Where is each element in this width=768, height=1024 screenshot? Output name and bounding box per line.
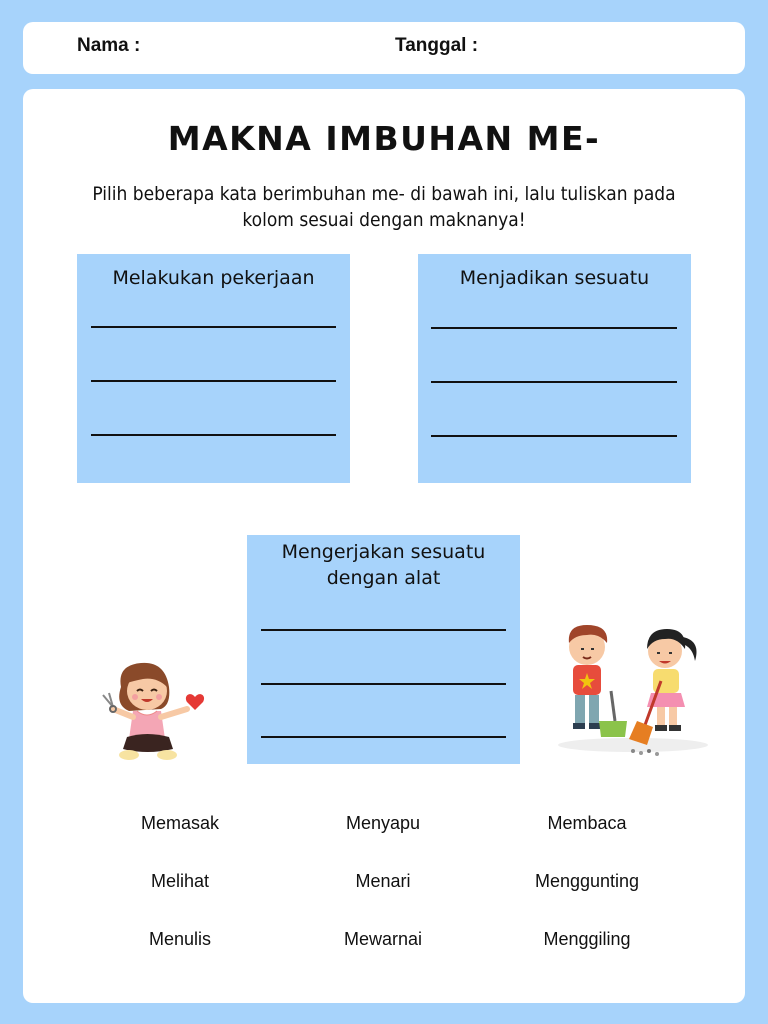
- answer-line[interactable]: [261, 683, 506, 685]
- name-label: Nama :: [77, 35, 141, 56]
- answer-line[interactable]: [431, 435, 677, 437]
- category-box-mengerjakan: [247, 535, 520, 764]
- word-item: Memasak: [140, 813, 220, 833]
- kids-sweeping-illustration: [553, 621, 718, 771]
- word-item: Menulis: [148, 929, 212, 949]
- worksheet-card: [23, 89, 745, 1003]
- girl-with-scissors-illustration: [99, 657, 215, 767]
- answer-line[interactable]: [91, 380, 336, 382]
- category-title: Melakukan pekerjaan: [112, 267, 315, 289]
- answer-line[interactable]: [91, 326, 336, 328]
- word-item: Mewarnai: [343, 929, 423, 949]
- answer-line[interactable]: [261, 736, 506, 738]
- category-box-menjadikan: [418, 254, 691, 483]
- instruction-text: Pilih beberapa kata berimbuhan me- di bawah ini, lalu tuliskan pada kolom sesuai dengan maknanya!: [92, 183, 676, 231]
- word-item: Menyapu: [345, 813, 421, 833]
- answer-line[interactable]: [431, 327, 677, 329]
- word-item: Membaca: [547, 813, 627, 833]
- category-box-melakukan: [77, 254, 350, 483]
- worksheet-title: MAKNA IMBUHAN ME-: [167, 119, 601, 158]
- word-item: Menari: [355, 871, 411, 891]
- answer-line[interactable]: [261, 629, 506, 631]
- answer-line[interactable]: [91, 434, 336, 436]
- word-item: Menggiling: [543, 929, 631, 949]
- date-label: Tanggal :: [395, 35, 479, 56]
- category-title: Menjadikan sesuatu: [459, 267, 650, 289]
- category-title: Mengerjakan sesuatu dengan alat: [281, 541, 486, 589]
- header-card: [23, 22, 745, 74]
- word-item: Menggunting: [534, 871, 640, 891]
- word-item: Melihat: [150, 871, 210, 891]
- answer-line[interactable]: [431, 381, 677, 383]
